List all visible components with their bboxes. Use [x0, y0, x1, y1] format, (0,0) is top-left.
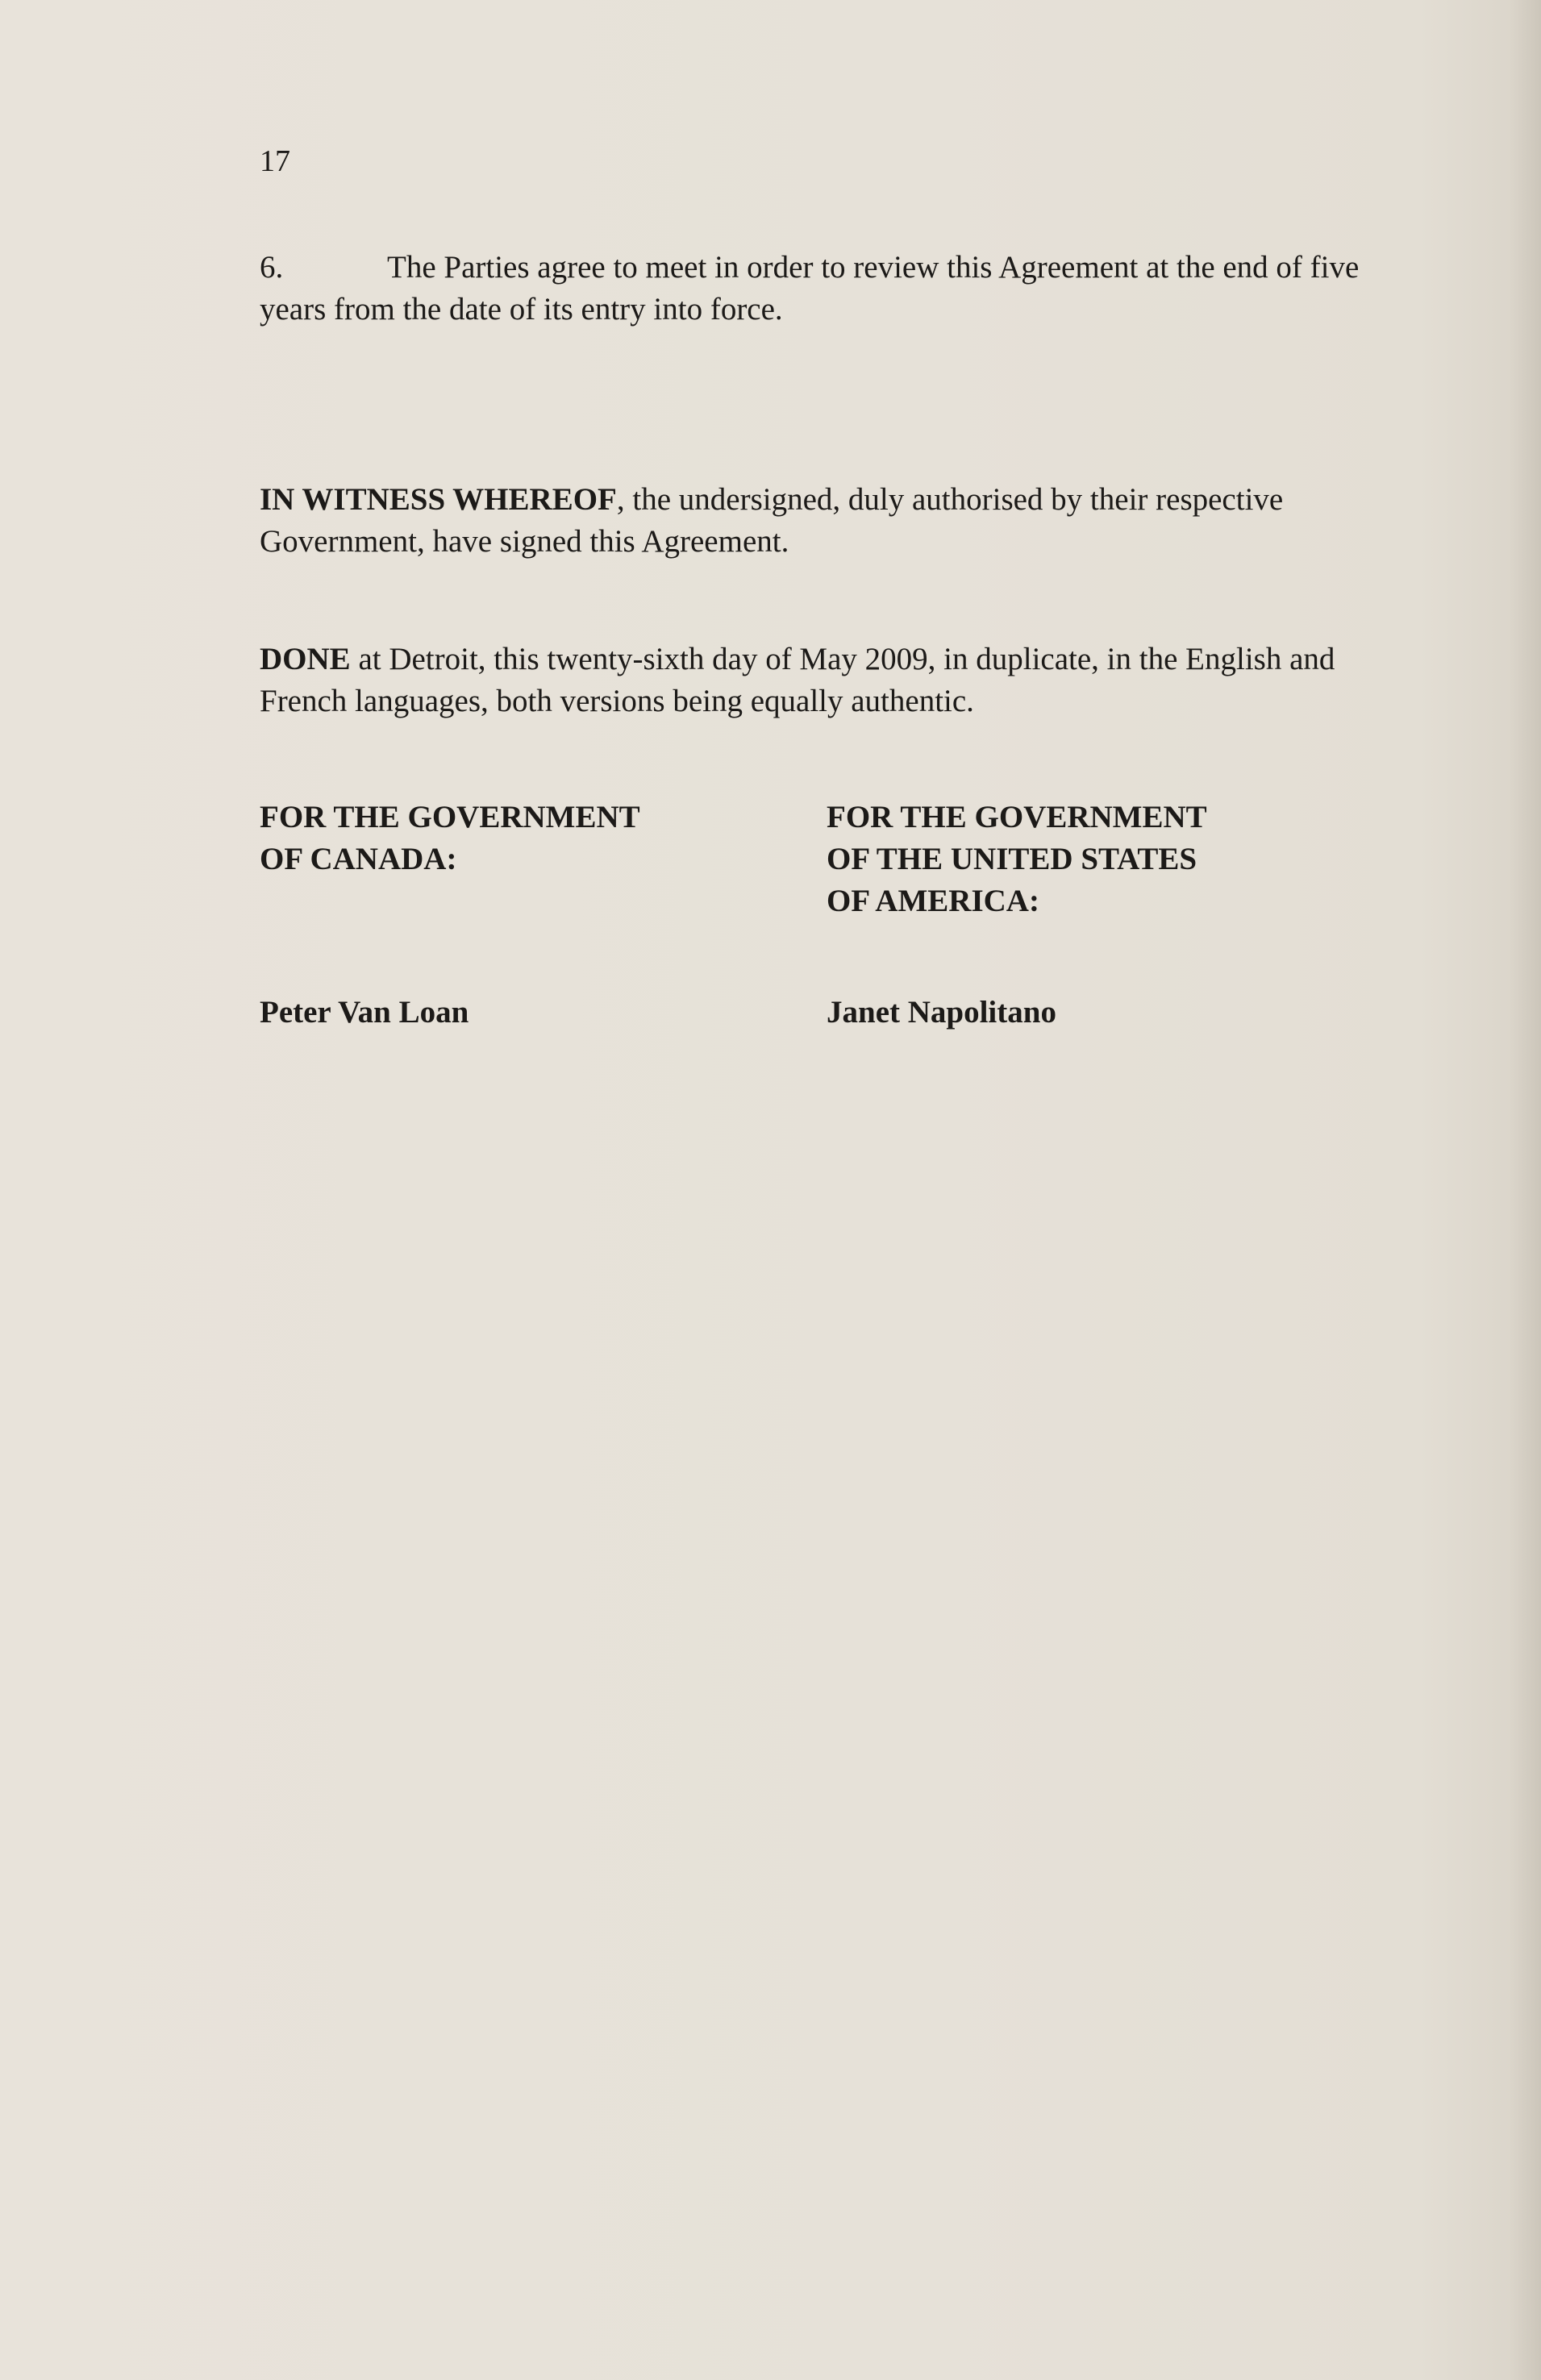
signature-block-canada — [260, 797, 776, 880]
page-number: 17 — [260, 144, 290, 178]
paragraph-text: The Parties agree to meet in order to review this Agreement at the end of five years from the date of its entry into force. — [260, 250, 1360, 327]
paragraph-number: 6. — [260, 250, 284, 285]
page-edge-shadow — [1509, 0, 1541, 2380]
witness-clause — [260, 479, 1364, 563]
signature-heading — [827, 797, 1343, 922]
done-text: at Detroit, this twenty-sixth day of May 2009, in duplicate, in the English and French languages, both versions being equally authentic. — [260, 642, 1335, 718]
done-lead: DONE — [260, 642, 351, 676]
signatory-name-canada: Peter Van Loan — [260, 995, 469, 1030]
signature-heading-line: FOR THE GOVERNMENT — [260, 800, 640, 834]
witness-text: , the undersigned, duly authorised by their respective Government, have signed this Agreement. — [260, 482, 1284, 559]
signature-heading-line: OF AMERICA: — [827, 884, 1039, 918]
signature-heading-line: OF THE UNITED STATES — [827, 842, 1197, 876]
signature-heading — [260, 797, 776, 880]
signature-block-usa — [827, 797, 1343, 922]
signatory-name-usa: Janet Napolitano — [827, 995, 1056, 1030]
signature-heading-line: FOR THE GOVERNMENT — [827, 800, 1207, 834]
signature-heading-line: OF CANADA: — [260, 842, 457, 876]
done-clause — [260, 639, 1364, 722]
witness-lead: IN WITNESS WHEREOF — [260, 482, 617, 517]
article-6-paragraph — [260, 247, 1364, 331]
